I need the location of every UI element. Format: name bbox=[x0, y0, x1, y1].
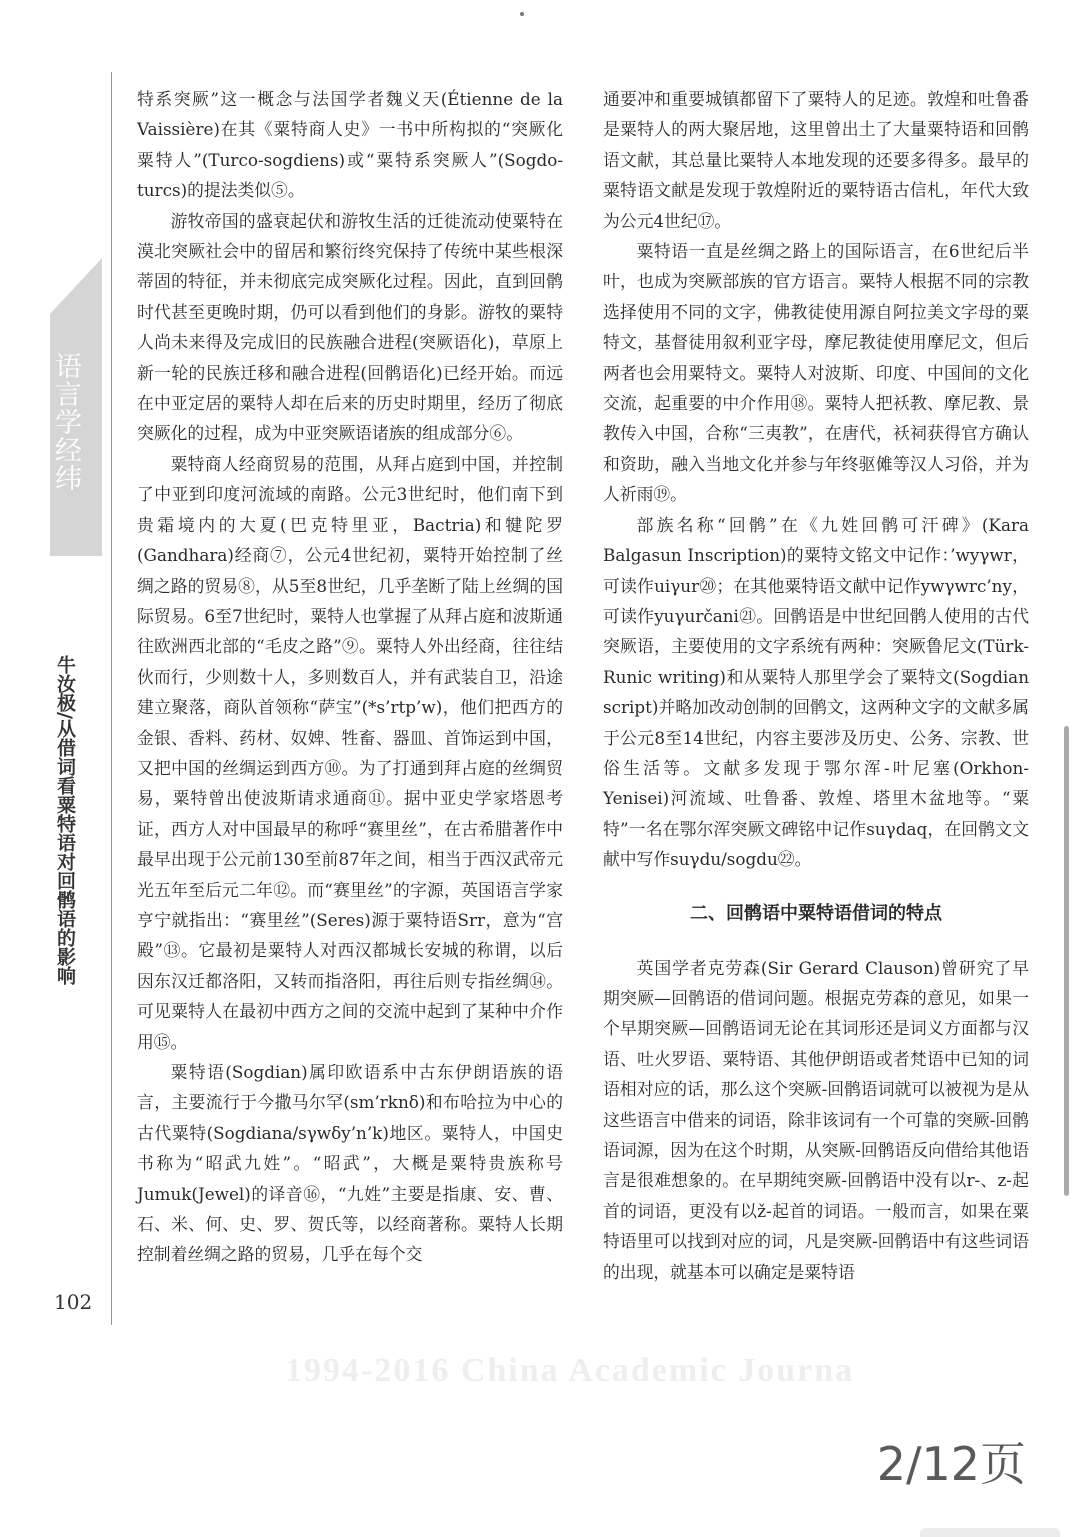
section-heading: 二、回鹘语中粟特语借词的特点 bbox=[690, 902, 942, 924]
paragraph: 粟特语(Sogdian)属印欧语系中古东伊朗语族的语言，主要流行于今撒马尔罕(sm’rknδ)和布哈拉为中心的古代粟特(Sogdiana/sγwδy’n’k)地区。粟特人，中国史书称为“昭武九姓”。“昭武”，大概是粟特贵族称号Jumuk(Jewel)的译音⑯，“九姓”主要是指康、安、曹、石、米、何、史、罗、贺氏等，以经商著称。粟特人长期控制着丝绸之路的贸易，几乎在每个交 bbox=[137, 1062, 563, 1265]
paragraph: 部族名称“回鹘”在《九姓回鹘可汗碑》(Kara Balgasun Inscription)的粟特文铭文中记作：’wyγwr，可读作uiγur⑳；在其他粟特语文献中记作ywγwrc’ny，可读作yuγurčani㉑。回鹘语是中世纪回鹘人使用的古代突厥语，主要使用的文字系统有两种：突厥鲁尼文(Türk-Runic writing)和从粟特人那里学会了粟特文(Sogdian script)并略加改动创制的回鹘文，这两种文字的文献多属于公元8至14世纪，内容主要涉及历史、公务、宗教、世俗生活等。文献多发现于鄂尔浑-叶尼塞(Orkhon-Yenisei)河流域、吐鲁番、敦煌、塔里木盆地等。“粟特”一名在鄂尔浑突厥文碑铭中记作suγdaq，在回鹘文文献中写作suγdu/sogdu㉒。 bbox=[603, 514, 1029, 870]
paragraph: 通要冲和重要城镇都留下了粟特人的足迹。敦煌和吐鲁番是粟特人的两大聚居地，这里曾出土了大量粟特语和回鹘语文献，其总量比粟特人本地发现的还要多得多。最早的粟特语文献是发现于敦煌附近的粟特语古信札，年代大致为公元4世纪⑰。 bbox=[603, 89, 1029, 231]
section-tab-corner bbox=[50, 258, 102, 314]
paragraph: 游牧帝国的盛衰起伏和游牧生活的迁徙流动使粟特在漠北突厥社会中的留居和繁衍终究保持了传统中某些根深蒂固的特征，并未彻底完成突厥化过程。因此，直到回鹘时代甚至更晚时期，仍可以看到他们的身影。游牧的粟特人尚未来得及完成旧的民族融合进程(突厥语化)，草原上新一轮的民族迁移和融合进程(回鹘语化)已经开始。而远在中亚定居的粟特人却在后来的历史时期里，经历了彻底突厥化的过程，成为中亚突厥语诸族的组成部分⑥。 bbox=[137, 210, 563, 444]
left-column bbox=[137, 84, 563, 1270]
paragraph: 粟特语一直是丝绸之路上的国际语言，在6世纪后半叶，也成为突厥部族的官方语言。粟特人根据不同的宗教选择使用不同的文字，佛教徒使用源自阿拉美文字母的粟特文，基督徒用叙利亚字母，摩尼教徒使用摩尼文，但后两者也会用粟特文。粟特人对波斯、印度、中国间的文化交流，起重要的中介作用⑱。粟特人把袄教、摩尼教、景教传入中国，合称“三夷教”，在唐代，袄祠获得官方确认和资助，融入当地文化并参与年终驱傩等汉人习俗，并为人祈雨⑲。 bbox=[603, 241, 1029, 505]
copyright-watermark: 1994-2016 China Academic Journa bbox=[285, 1352, 855, 1389]
paragraph: 英国学者克劳森(Sir Gerard Clauson)曾研究了早期突厥—回鹘语的借词问题。根据克劳森的意见，如果一个早期突厥—回鹘语词无论在其词形还是词义方面都与汉语、吐火罗语、粟特语、其他伊朗语或者梵语中已知的词语相对应的话，那么这个突厥-回鹘语词就可以被视为是从这些语言中借来的词语，除非该词有一个可靠的突厥-回鹘语词源，因为在这个时期，从突厥-回鹘语反向借给其他语言是很难想象的。在早期纯突厥-回鹘语中没有以r-、z-起首的词语，更没有以ž-起首的词语。一般而言，如果在粟特语里可以找到对应的词，凡是突厥-回鹘语中有这些词语的出现，就基本可以确定是粟特语 bbox=[603, 957, 1029, 1282]
section-label: 语言学经纬 bbox=[50, 352, 81, 492]
paragraph: 特系突厥”这一概念与法国学者魏义天(Étienne de la Vaissière)在其《粟特商人史》一书中所构拟的“突厥化粟特人”(Turco-sogdiens)或“粟特系突厥人”(Sogdo-turcs)的提法类似⑤。 bbox=[137, 89, 563, 201]
page-number: 102 bbox=[54, 1290, 93, 1314]
right-column bbox=[603, 84, 1029, 1287]
paragraph: 粟特商人经商贸易的范围，从拜占庭到中国，并控制了中亚到印度河流域的南路。公元3世纪时，他们南下到贵霜境内的大夏(巴克特里亚，Bactria)和犍陀罗(Gandhara)经商⑦，公元4世纪初，粟特开始控制了丝绸之路的贸易⑧，从5至8世纪，几乎垄断了陆上丝绸的国际贸易。6至7世纪时，粟特人也掌握了从拜占庭和波斯通往欧洲西北部的“毛皮之路”⑨。粟特人外出经商，往往结伙而行，少则数十人，多则数百人，并有武装自卫，沿途建立聚落，商队首领称“萨宝”(*s’rtp’w)，他们把西方的金银、香料、药材、奴婢、牲畜、器皿、首饰运到中国，又把中国的丝绸运到西方⑩。为了打通到拜占庭的丝绸贸易，粟特曾出使波斯请求通商⑪。据中亚史学家塔恩考证，西方人对中国最早的称呼“赛里丝”，在古希腊著作中最早出现于公元前130至前87年之间，相当于西汉武帝元光五年至后元二年⑫。而“赛里丝”的字源，英国语言学家亨宁就指出：“赛里丝”(Seres)源于粟特语Srr，意为“宫殿”⑬。它最初是粟特人对西汉都城长安城的称谓，以后因东汉迁都洛阳，又转而指洛阳，再往后则专指丝绸⑭。可见粟特人在最初中西方之间的交流中起到了某种中介作用⑮。 bbox=[137, 453, 563, 1052]
column-divider bbox=[111, 72, 112, 1325]
scrollbar-thumb[interactable] bbox=[1064, 726, 1069, 1196]
top-marker bbox=[520, 12, 524, 16]
running-title: 牛汝极/从借词看粟特语对回鹘语的影响 bbox=[54, 655, 76, 985]
bottom-handle[interactable] bbox=[920, 1528, 1060, 1537]
page-indicator: 2/12页 bbox=[876, 1437, 1026, 1491]
